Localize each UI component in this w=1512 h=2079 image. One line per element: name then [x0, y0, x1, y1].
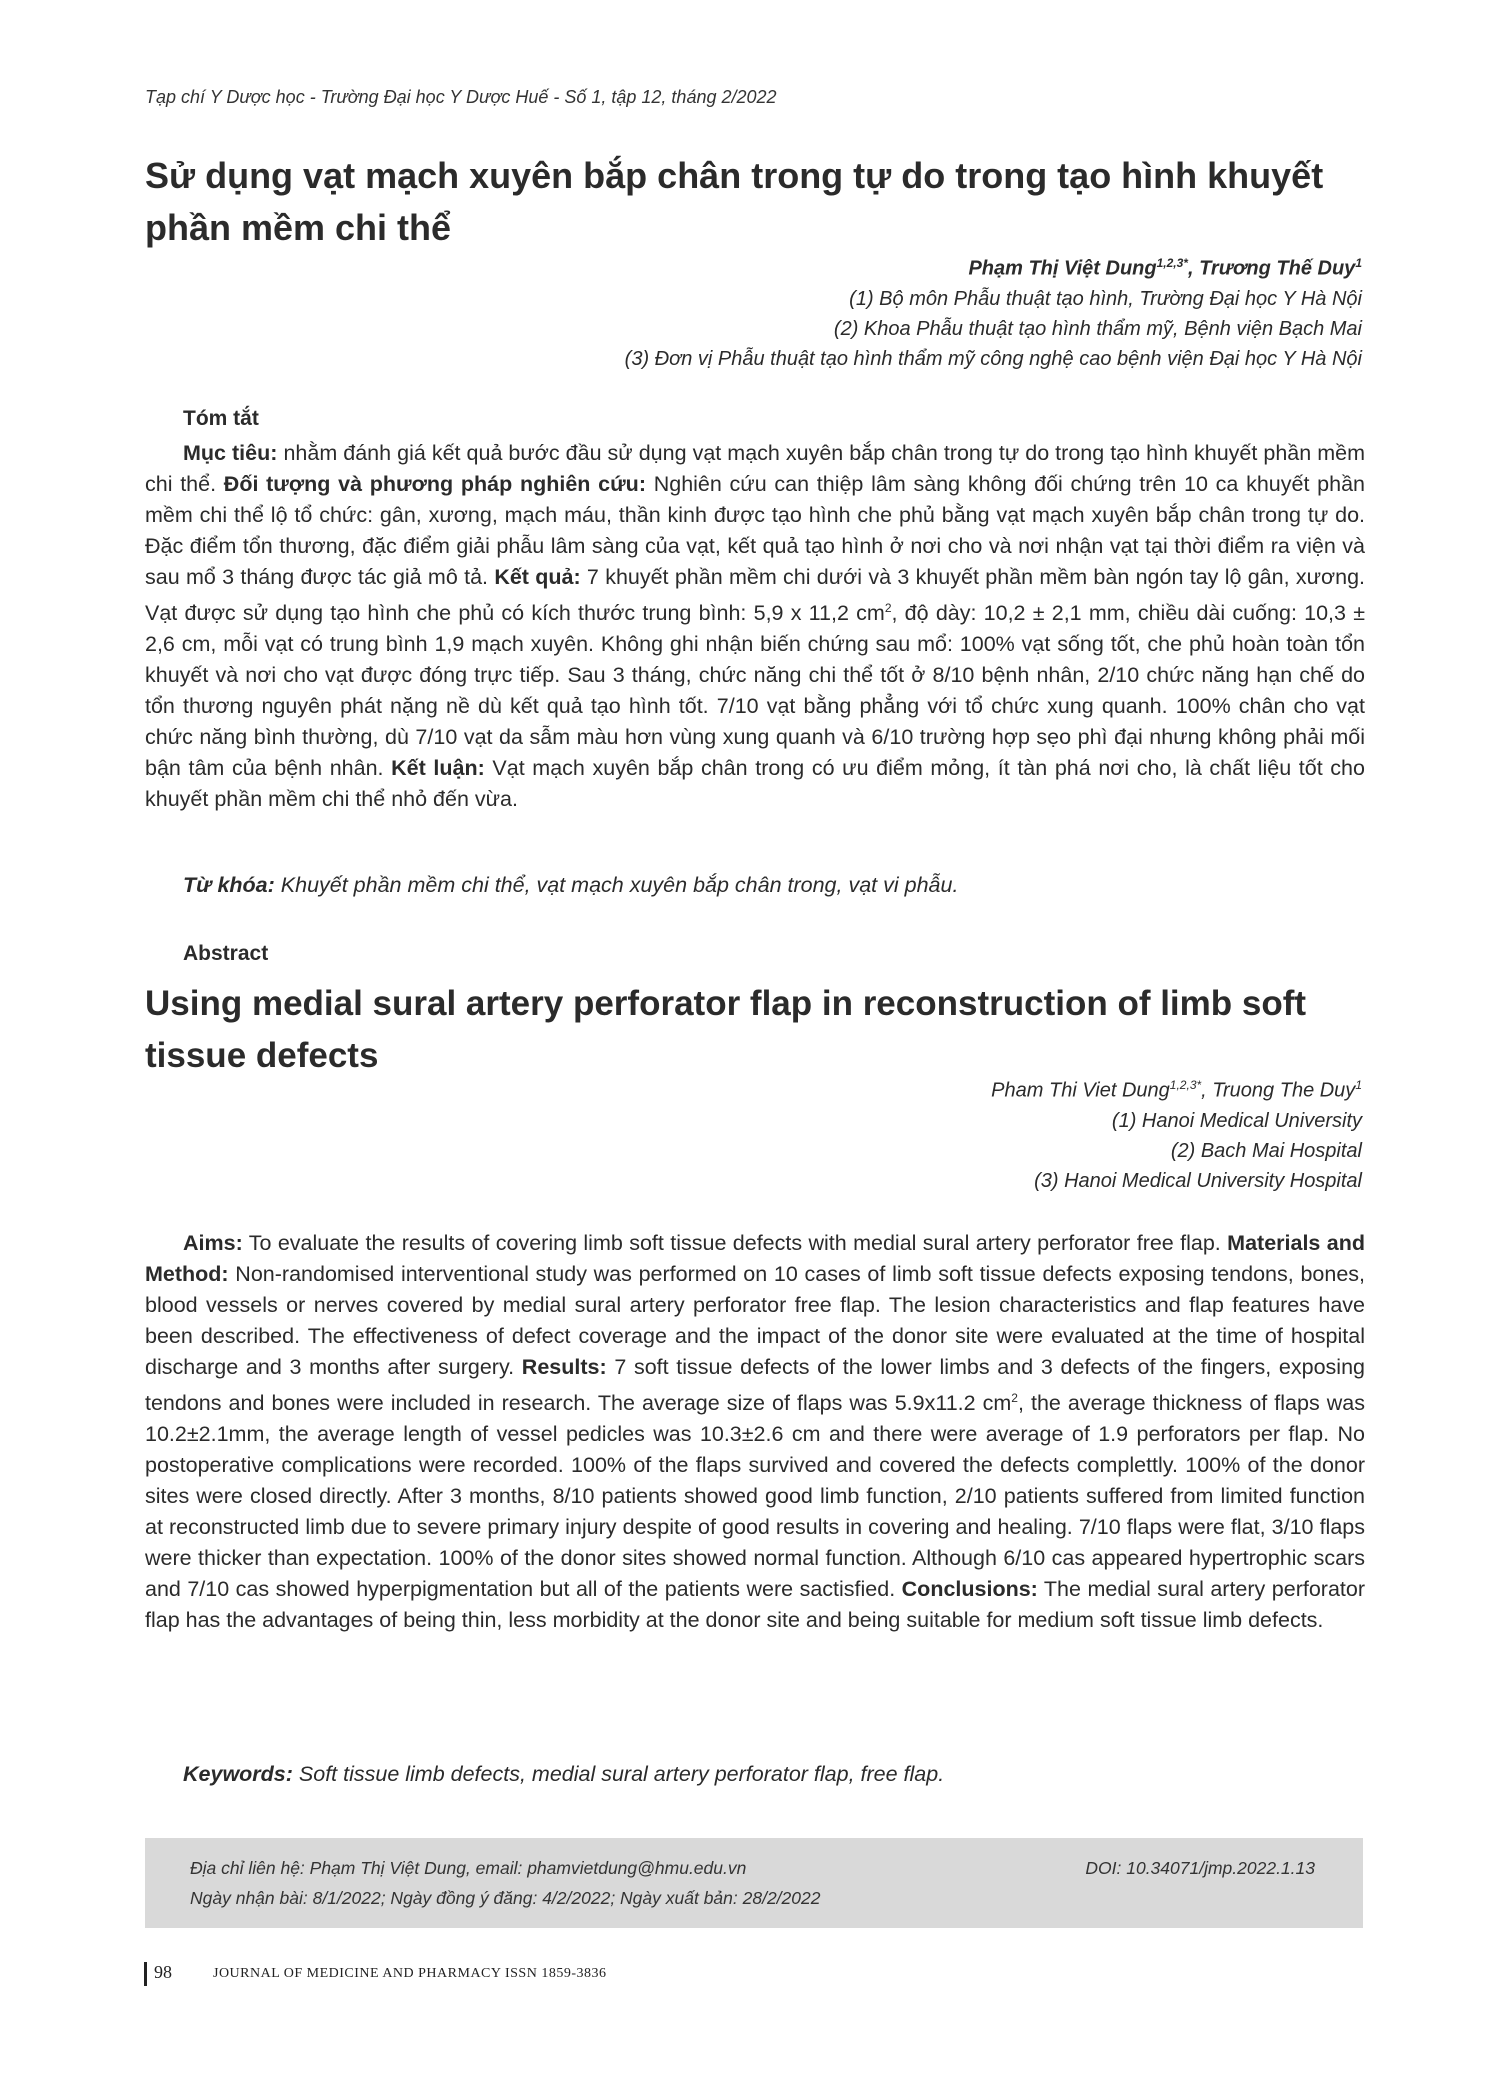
vi-affiliation-3: (3) Đơn vị Phẫu thuật tạo hình thẩm mỹ công nghệ cao bệnh viện Đại học Y Hà Nội — [624, 347, 1362, 370]
en-abstract-body — [145, 1228, 1365, 1636]
en-keywords-text: Soft tissue limb defects, medial sural artery perforator flap, free flap. — [292, 1762, 945, 1786]
contact-address: Địa chỉ liên hệ: Phạm Thị Việt Dung, email: phamvietdung@hmu.edu.vn — [190, 1858, 747, 1878]
en-title: Using medial sural artery perforator flap in reconstruction of limb soft tissue defects — [145, 984, 1307, 1075]
vi-affiliation-1: (1) Bộ môn Phẫu thuật tạo hình, Trường Đại học Y Hà Nội — [849, 287, 1362, 310]
vi-title: Sử dụng vạt mạch xuyên bắp chân trong tự do trong tạo hình khuyết phần mềm chi thể — [145, 155, 1324, 248]
en-author-2-sup: 1 — [1355, 1078, 1362, 1092]
en-affiliation-2: (2) Bach Mai Hospital — [1170, 1139, 1362, 1162]
en-authors-block — [162, 1070, 1362, 1196]
vi-keywords — [183, 873, 958, 898]
en-results-sup: 2 — [1011, 1391, 1018, 1405]
en-aims-text: To evaluate the results of covering limb soft tissue defects with medial sural artery perforator free flap. — [242, 1231, 1228, 1255]
en-methods-text: Non-randomised interventional study was performed on 10 cases of limb soft tissue defects exposing tendons, bones, blood vessels or nerves covered by medial sural artery perforator free flap. The lesion characteristics and flap features have been described. The effectiveness of defect coverage and the impact of the donor site were evaluated at the time of hospital discharge and 3 months after surgery. — [145, 1262, 1365, 1379]
footer-journal-name: JOURNAL OF MEDICINE AND PHARMACY ISSN 1859-3836 — [213, 1966, 607, 1981]
en-author-2: Truong The Duy — [1212, 1079, 1356, 1102]
vi-aims-label: Mục tiêu: — [183, 441, 278, 465]
en-abstract-heading: Abstract — [183, 942, 269, 965]
en-conclusion-label: Conclusions: — [901, 1577, 1038, 1602]
vi-results-sup: 2 — [884, 601, 892, 615]
vi-author-sep: , — [1187, 257, 1200, 280]
en-author-line — [162, 1070, 1362, 1106]
en-author-1: Pham Thi Viet Dung — [991, 1079, 1170, 1102]
vi-aims-text: nhằm đánh giá kết quả bước đầu sử dụng vạt mạch xuyên bắp chân trong tự do trong tạo hình khuyết phần mềm chi thể. — [145, 441, 1365, 496]
en-results-label: Results: — [521, 1355, 607, 1379]
vi-author-1: Phạm Thị Việt Dung — [968, 257, 1157, 280]
en-abstract-paragraph — [145, 1228, 1365, 1636]
en-conclusion-text: The medial sural artery perforator flap has the advantages of being thin, less morbidity at the donor site and being suitable for medium soft tissue limb defects. — [145, 1577, 1365, 1633]
journal-header: Tạp chí Y Dược học - Trường Đại học Y Dược Huế - Số 1, tập 12, tháng 2/2022 — [145, 87, 777, 107]
vi-results-text-b: , độ dày: 10,2 ± 2,1 mm, chiều dài cuống: 10,3 ± 2,6 cm, mỗi vạt có trung bình 1,9 mạch xuyên. Không ghi nhận biến chứng sau mổ: 100% vạt sống tốt, che phủ hoàn toàn tổn khuyết và nơi cho vạt được đóng trực tiếp. Sau 3 tháng, chức năng chi thể tốt ở 8/10 bệnh nhân, 2/10 chức năng hạn chế do tổn thương nguyên phát nặng nề dù kết quả tạo hình tốt. 7/10 vạt bằng phẳng với tổ chức xung quanh. 100% chân cho vạt chức năng bình thường, dù 7/10 vạt da sẫm màu hơn vùng xung quanh và 6/10 trường hợp sẹo phì đại nhưng không phải mối bận tâm của bệnh nhân. — [145, 601, 1365, 781]
en-results-text-b: , the average thickness of flaps was 10.2±2.1mm, the average length of vessel pedicles was 10.3±2.6 cm and there were average of 1.9 perforators per flap. No postoperative complications were recorded. 100% of the flaps survived and covered the defects complettly. 100% of the donor sites were closed directly. After 3 months, 8/10 patients showed good limb function, 2/10 patients suffered from limited function at reconstructed limb due to severe primary injury despite of good results in covering and healing. 7/10 flaps were flat, 3/10 flaps were thicker than expectation. 100% of the donor sites showed normal function. Although 6/10 cas appeared hypertrophic scars and 7/10 cas showed hyperpigmentation but all of the patients were sactisfied. — [145, 1391, 1365, 1602]
contact-info-box — [145, 1838, 1363, 1928]
vi-authors-block — [162, 248, 1362, 374]
en-methods-label: Materials and Method: — [145, 1231, 1365, 1286]
page-number: 98 — [154, 1962, 172, 1982]
en-keywords-label: Keywords: — [183, 1762, 293, 1786]
vi-conclusion-text: Vạt mạch xuyên bắp chân trong có ưu điểm mỏng, ít tàn phá nơi cho, là chất liệu tốt cho khuyết phần mềm chi thể nhỏ đến vừa. — [145, 756, 1365, 812]
en-affiliation-3: (3) Hanoi Medical University Hospital — [1034, 1169, 1362, 1192]
en-aims-label: Aims: — [183, 1231, 243, 1255]
footer-divider — [144, 1962, 147, 1986]
vi-author-line — [162, 248, 1362, 284]
en-author-1-sup: 1,2,3* — [1169, 1078, 1202, 1092]
vi-author-1-sup: 1,2,3* — [1156, 256, 1188, 270]
vi-summary-body — [145, 438, 1365, 815]
vi-keywords-text: Khuyết phần mềm chi thể, vạt mạch xuyên bắp chân trong, vạt vi phẫu. — [274, 873, 959, 897]
vi-results-label: Kết quả: — [494, 565, 581, 589]
vi-methods-text: Nghiên cứu can thiệp lâm sàng không đối chứng trên 10 ca khuyết phần mềm chi thể lộ tổ chức: gân, xương, mạch máu, thần kinh được tạo hình che phủ bằng vạt mạch xuyên bắp chân trong tự do. Đặc điểm tổn thương, đặc điểm giải phẫu lâm sàng của vạt, kết quả tạo hình ở nơi cho và nơi nhận vạt tại thời điểm ra viện và sau mổ 3 tháng được tác giả mô tả. — [145, 472, 1365, 589]
doi-link[interactable]: DOI: 10.34071/jmp.2022.1.13 — [1085, 1858, 1315, 1878]
vi-summary-paragraph — [145, 438, 1365, 815]
vi-keywords-label: Từ khóa: — [183, 873, 275, 897]
contact-dates: Ngày nhận bài: 8/1/2022; Ngày đồng ý đăng: 4/2/2022; Ngày xuất bản: 28/2/2022 — [190, 1888, 821, 1908]
vi-results-text-a: 7 khuyết phần mềm chi dưới và 3 khuyết phần mềm bàn ngón tay lộ gân, xương. Vạt được sử dụng tạo hình che phủ có kích thước trung bình: 5,9 x 11,2 cm — [145, 565, 1366, 626]
en-results-text-a: 7 soft tissue defects of the lower limbs and 3 defects of the fingers, exposing tendons and bones were included in research. The average size of flaps was 5.9x11.2 cm — [145, 1355, 1365, 1416]
vi-conclusion-label: Kết luận: — [391, 756, 485, 781]
vi-summary-heading: Tóm tắt — [183, 407, 259, 430]
vi-author-2: Trương Thế Duy — [1199, 257, 1356, 280]
vi-author-2-sup: 1 — [1355, 256, 1362, 270]
en-author-sep: , — [1201, 1079, 1213, 1102]
vi-affiliation-2: (2) Khoa Phẫu thuật tạo hình thẩm mỹ, Bệnh viện Bạch Mai — [833, 317, 1362, 340]
vi-methods-label: Đối tượng và phương pháp nghiên cứu: — [223, 472, 646, 496]
en-affiliation-1: (1) Hanoi Medical University — [1111, 1109, 1362, 1132]
en-keywords — [183, 1762, 944, 1787]
